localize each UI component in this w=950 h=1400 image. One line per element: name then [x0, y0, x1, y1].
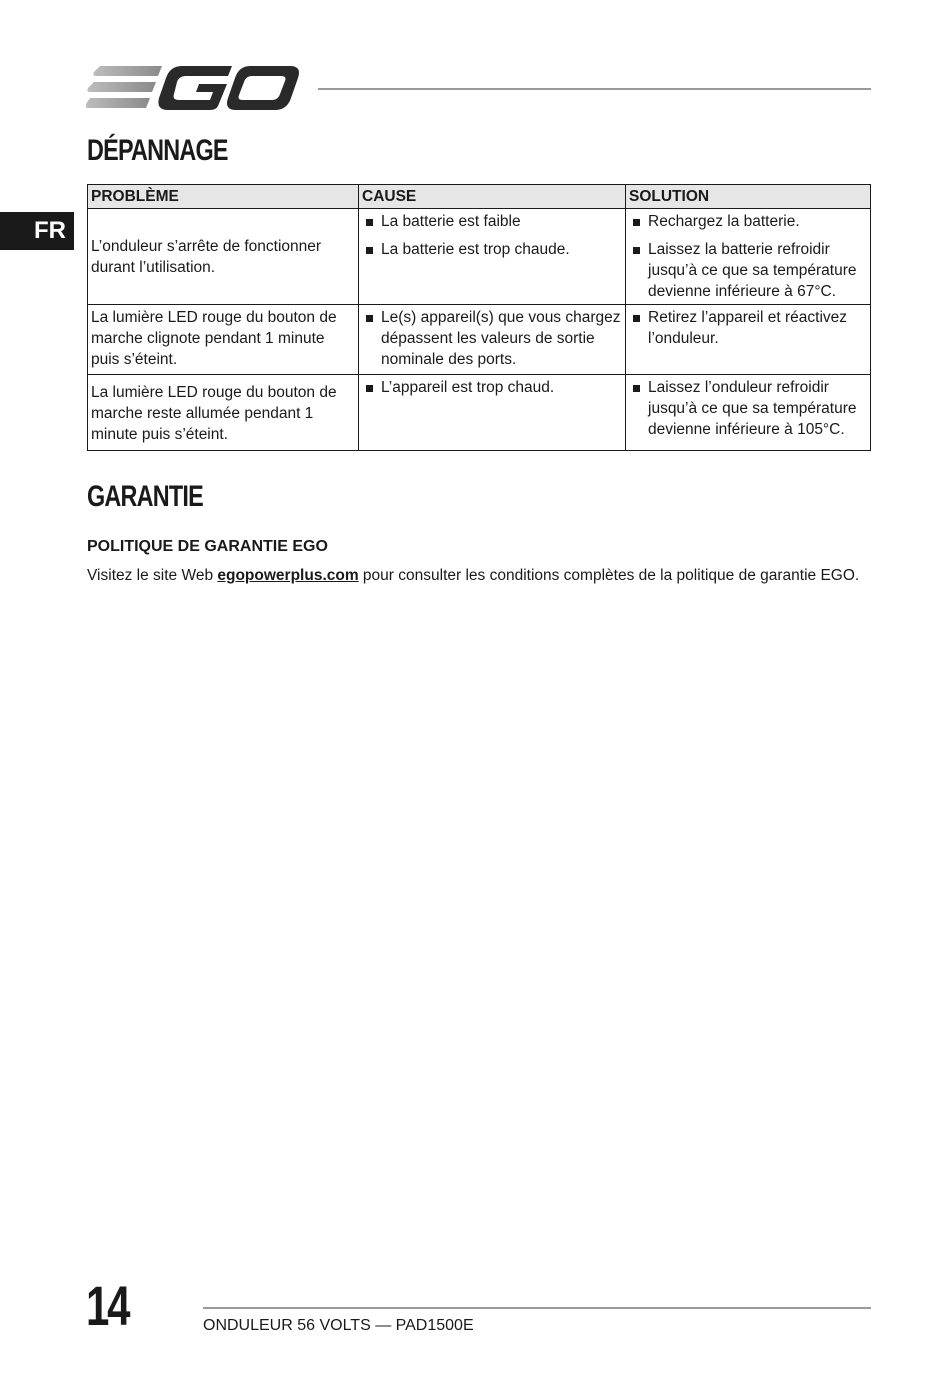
- warranty-heading: GARANTIE: [87, 480, 203, 513]
- solution-item: Laissez l’onduleur refroidir jusqu’à ce que sa température devienne inférieure à 105°C.: [629, 377, 867, 440]
- problem-cell: La lumière LED rouge du bouton de marche reste allumée pendant 1 minute puis s’éteint.: [88, 375, 359, 451]
- warranty-text-after: pour consulter les conditions complètes de la politique de garantie EGO.: [358, 567, 860, 584]
- cause-cell: [359, 209, 626, 305]
- ego-logo: [86, 62, 300, 114]
- cause-cell: [359, 305, 626, 375]
- footer-product-title: ONDULEUR 56 VOLTS — PAD1500E: [203, 1317, 474, 1334]
- problem-cell: La lumière LED rouge du bouton de marche clignote pendant 1 minute puis s’éteint.: [88, 305, 359, 375]
- warranty-link[interactable]: egopowerplus.com: [217, 567, 359, 584]
- header-rule: [318, 88, 871, 90]
- troubleshooting-table: [87, 184, 871, 451]
- table-row: [88, 305, 871, 375]
- column-header-cause: CAUSE: [359, 185, 626, 209]
- table-header-row: [88, 185, 871, 209]
- warranty-text-before: Visitez le site Web: [87, 567, 218, 584]
- cause-cell: [359, 375, 626, 451]
- cause-item: Le(s) appareil(s) que vous chargez dépassent les valeurs de sortie nominale des ports.: [362, 307, 622, 370]
- troubleshooting-heading: DÉPANNAGE: [87, 134, 228, 167]
- page-number: 14: [86, 1274, 129, 1337]
- warranty-paragraph: [87, 567, 859, 585]
- footer-rule: [203, 1307, 871, 1309]
- language-tab: FR: [0, 212, 74, 250]
- solution-cell: [626, 209, 871, 305]
- solution-item: Retirez l’appareil et réactivez l’onduleur.: [629, 307, 867, 349]
- table-row: [88, 375, 871, 451]
- problem-cell: L’onduleur s’arrête de fonctionner durant l’utilisation.: [88, 209, 359, 305]
- warranty-policy-subheading: POLITIQUE DE GARANTIE EGO: [87, 538, 328, 555]
- column-header-problem: PROBLÈME: [88, 185, 359, 209]
- table-row: [88, 209, 871, 305]
- solution-cell: [626, 375, 871, 451]
- solution-item: Laissez la batterie refroidir jusqu’à ce que sa température devienne inférieure à 67°C.: [629, 239, 867, 302]
- cause-item: L’appareil est trop chaud.: [362, 377, 622, 398]
- cause-item: La batterie est faible: [362, 211, 622, 232]
- cause-item: La batterie est trop chaude.: [362, 239, 622, 260]
- solution-item: Rechargez la batterie.: [629, 211, 867, 232]
- column-header-solution: SOLUTION: [626, 185, 871, 209]
- solution-cell: [626, 305, 871, 375]
